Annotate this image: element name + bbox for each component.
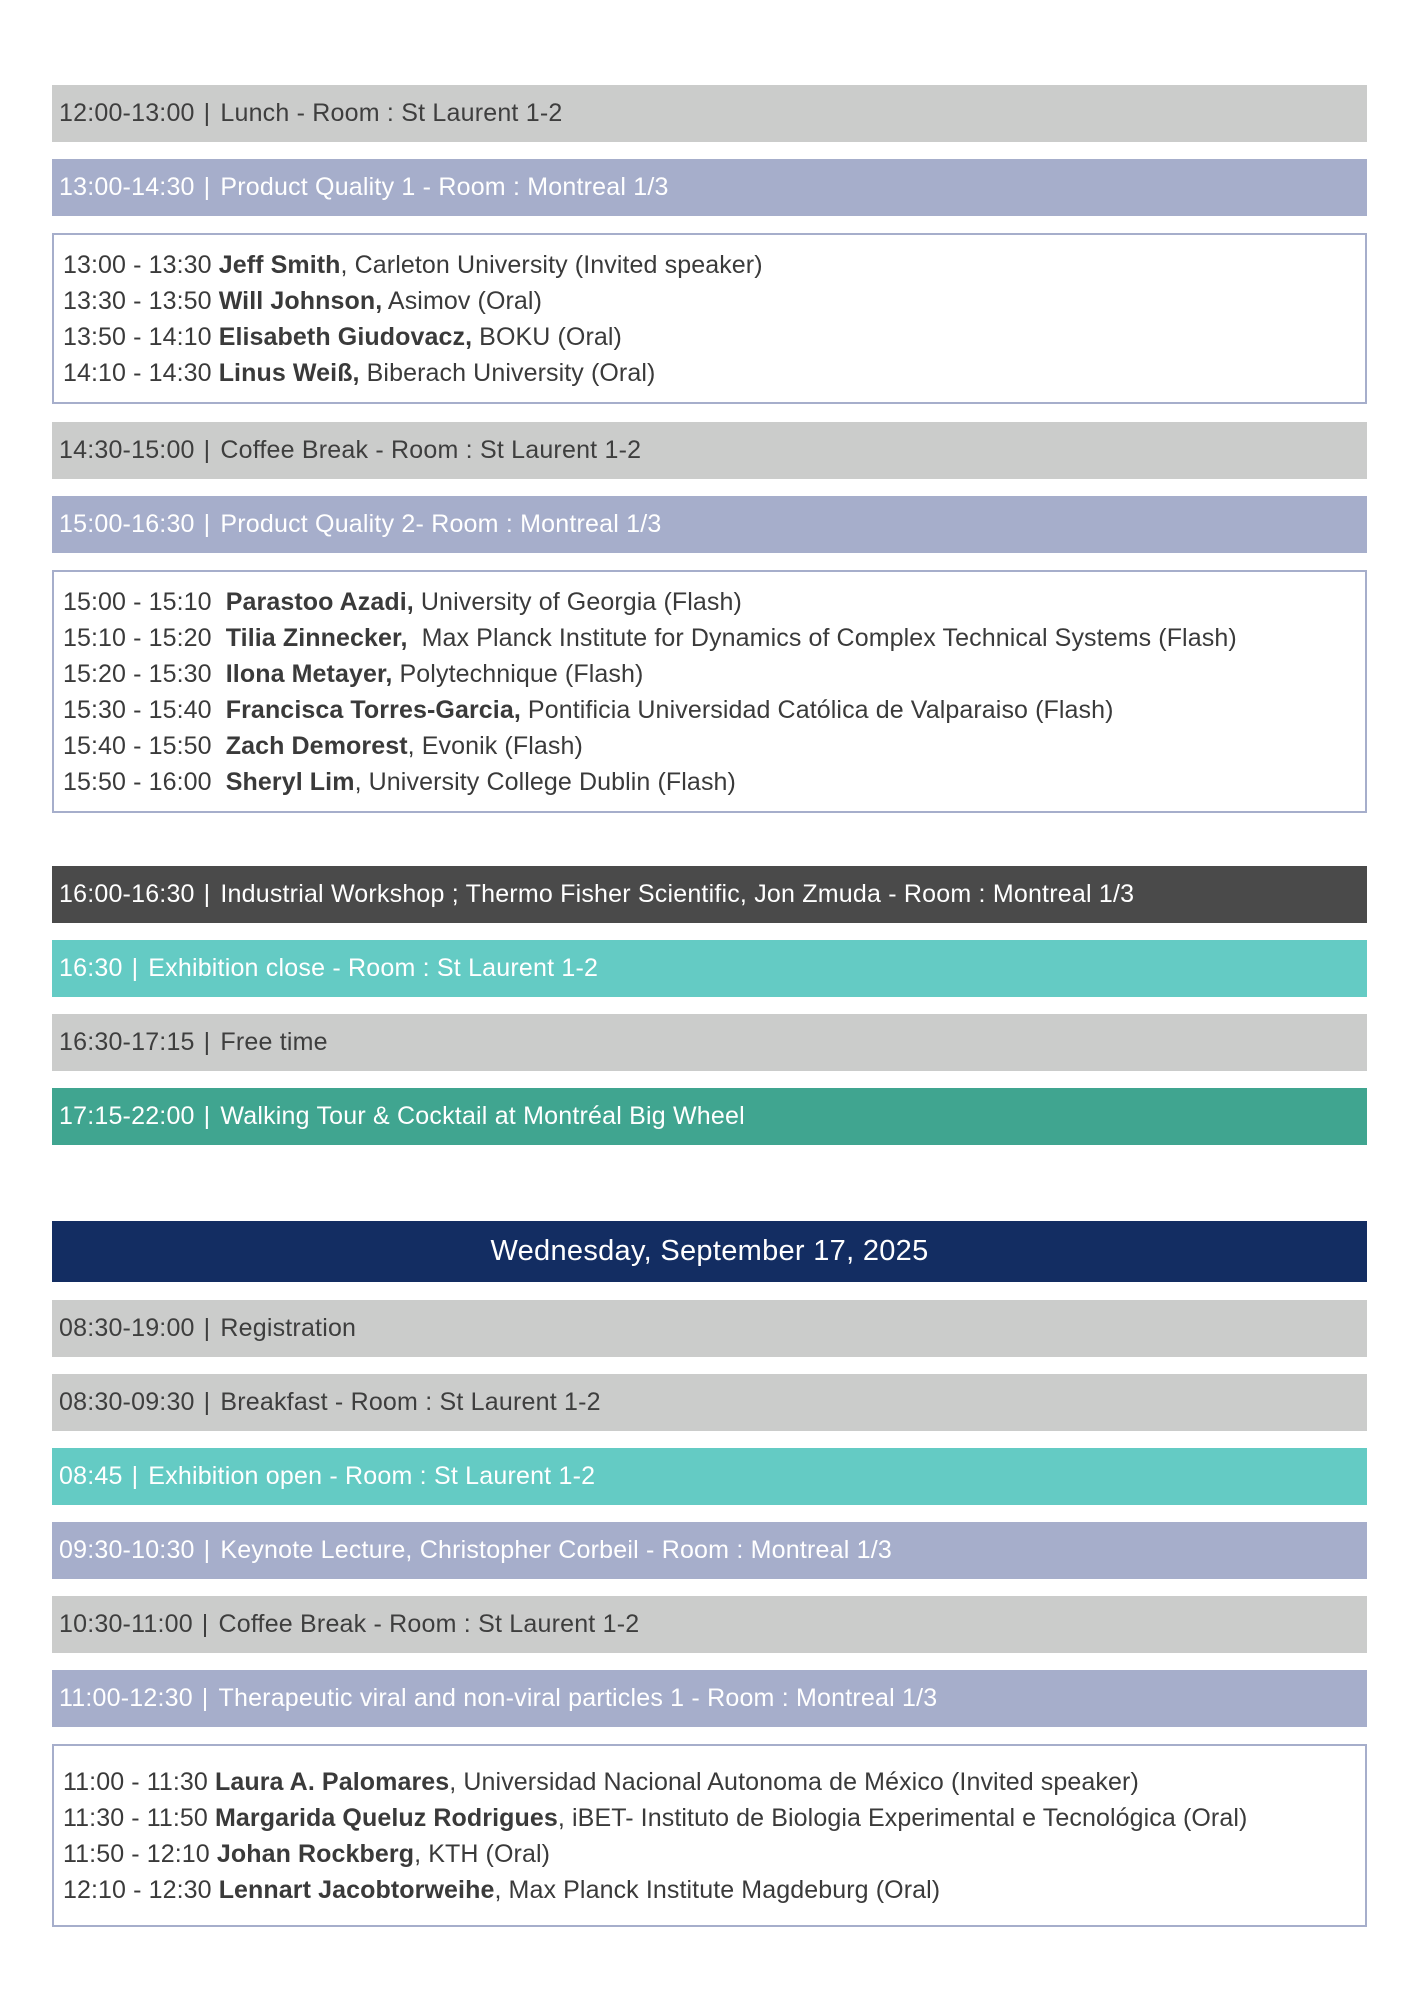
speaker-name: Parastoo Azadi, (225, 588, 414, 616)
talk-time: 14:10 - 14:30 (63, 359, 212, 387)
speaker-affiliation: , Universidad Nacional Autonoma de México (Invited speaker) (449, 1768, 1139, 1796)
session-time: 08:30-09:30 (59, 1388, 195, 1416)
session-bar-registration (52, 1300, 1367, 1357)
talk-list-therapeutic-particles-1 (52, 1744, 1367, 1927)
talk-item (63, 728, 1365, 764)
speaker-affiliation: , Carleton University (Invited speaker) (340, 251, 763, 279)
talk-time: 15:20 - 15:30 (63, 660, 212, 688)
separator: | (201, 1684, 209, 1712)
separator: | (203, 1028, 211, 1056)
speaker-name: Elisabeth Giudovacz, (218, 323, 473, 351)
speaker-name: Linus Weiß, (218, 359, 360, 387)
talk-time: 13:50 - 14:10 (63, 323, 212, 351)
separator: | (203, 99, 211, 127)
separator: | (203, 436, 211, 464)
speaker-name: Laura A. Palomares (214, 1768, 450, 1796)
separator: | (201, 1610, 209, 1638)
speaker-affiliation: University of Georgia (Flash) (413, 588, 742, 616)
talk-time: 15:30 - 15:40 (63, 696, 212, 724)
session-bar-industrial-workshop (52, 866, 1367, 923)
speaker-name: Will Johnson, (218, 287, 383, 315)
speaker-affiliation: , Max Planck Institute Magdeburg (Oral) (494, 1876, 941, 1904)
session-label: Therapeutic viral and non-viral particles 1 - Room : Montreal 1/3 (218, 1684, 938, 1712)
day-header: Wednesday, September 17, 2025 (52, 1221, 1367, 1282)
session-time: 16:30-17:15 (59, 1028, 195, 1056)
separator: | (203, 1314, 211, 1342)
session-bar-breakfast (52, 1374, 1367, 1431)
session-bar-lunch (52, 85, 1367, 142)
speaker-affiliation: , KTH (Oral) (414, 1840, 551, 1868)
talk-item (63, 247, 1365, 283)
session-label: Keynote Lecture, Christopher Corbeil - Room : Montreal 1/3 (220, 1536, 892, 1564)
session-label: Product Quality 2- Room : Montreal 1/3 (220, 510, 662, 538)
speaker-affiliation: Biberach University (Oral) (359, 359, 656, 387)
session-time: 16:30 (59, 954, 123, 982)
session-bar-exhibition-close (52, 940, 1367, 997)
talk-list-product-quality-1 (52, 233, 1367, 404)
speaker-name: Ilona Metayer, (225, 660, 393, 688)
session-time: 11:00-12:30 (59, 1684, 193, 1712)
talk-time: 15:50 - 16:00 (63, 768, 212, 796)
session-time: 10:30-11:00 (59, 1610, 193, 1638)
separator: | (203, 173, 211, 201)
talk-item (63, 1872, 1365, 1908)
session-label: Exhibition open - Room : St Laurent 1-2 (148, 1462, 596, 1490)
speaker-affiliation: Pontificia Universidad Católica de Valparaiso (Flash) (520, 696, 1114, 724)
session-label: Breakfast - Room : St Laurent 1-2 (220, 1388, 601, 1416)
talk-item (63, 584, 1365, 620)
speaker-name: Zach Demorest (225, 732, 408, 760)
session-time: 08:30-19:00 (59, 1314, 195, 1342)
talk-time: 11:30 - 11:50 (63, 1804, 208, 1832)
talk-item (63, 1800, 1365, 1836)
session-label: Walking Tour & Cocktail at Montréal Big Wheel (220, 1102, 745, 1130)
talk-item (63, 283, 1365, 319)
separator: | (203, 1536, 211, 1564)
session-bar-exhibition-open (52, 1448, 1367, 1505)
talk-item (63, 620, 1365, 656)
session-label: Coffee Break - Room : St Laurent 1-2 (218, 1610, 640, 1638)
talk-item (63, 1836, 1365, 1872)
talk-item (63, 319, 1365, 355)
talk-item (63, 764, 1365, 800)
talk-time: 15:40 - 15:50 (63, 732, 212, 760)
speaker-affiliation: , iBET- Instituto de Biologia Experimental e Tecnológica (Oral) (557, 1804, 1248, 1832)
session-bar-product-quality-1 (52, 159, 1367, 216)
talk-item (63, 692, 1365, 728)
session-time: 16:00-16:30 (59, 880, 195, 908)
talk-item (63, 656, 1365, 692)
session-label: Industrial Workshop ; Thermo Fisher Scientific, Jon Zmuda - Room : Montreal 1/3 (220, 880, 1135, 908)
speaker-name: Francisca Torres-Garcia, (225, 696, 521, 724)
speaker-affiliation: BOKU (Oral) (472, 323, 622, 351)
speaker-name: Lennart Jacobtorweihe (218, 1876, 495, 1904)
speaker-affiliation: , University College Dublin (Flash) (354, 768, 736, 796)
session-label: Exhibition close - Room : St Laurent 1-2 (148, 954, 599, 982)
session-time: 08:45 (59, 1462, 123, 1490)
session-label: Product Quality 1 - Room : Montreal 1/3 (220, 173, 669, 201)
talk-time: 15:00 - 15:10 (63, 588, 212, 616)
session-bar-walking-tour (52, 1088, 1367, 1145)
session-label: Free time (220, 1028, 328, 1056)
session-bar-keynote (52, 1522, 1367, 1579)
session-time: 14:30-15:00 (59, 436, 195, 464)
separator: | (203, 510, 211, 538)
session-time: 13:00-14:30 (59, 173, 195, 201)
session-bar-therapeutic-particles-1 (52, 1670, 1367, 1727)
speaker-name: Tilia Zinnecker, (225, 624, 408, 652)
session-label: Coffee Break - Room : St Laurent 1-2 (220, 436, 642, 464)
talk-item (63, 355, 1365, 391)
talk-time: 13:00 - 13:30 (63, 251, 212, 279)
talk-item (63, 1764, 1365, 1800)
session-bar-product-quality-2 (52, 496, 1367, 553)
separator: | (203, 1388, 211, 1416)
speaker-affiliation: Max Planck Institute for Dynamics of Complex Technical Systems (Flash) (407, 624, 1237, 652)
session-time: 17:15-22:00 (59, 1102, 195, 1130)
session-time: 12:00-13:00 (59, 99, 195, 127)
speaker-name: Margarida Queluz Rodrigues (214, 1804, 558, 1832)
talk-list-product-quality-2 (52, 570, 1367, 813)
talk-time: 12:10 - 12:30 (63, 1876, 212, 1904)
speaker-affiliation: Polytechnique (Flash) (392, 660, 644, 688)
speaker-name: Jeff Smith (218, 251, 341, 279)
speaker-name: Sheryl Lim (225, 768, 355, 796)
separator: | (131, 1462, 139, 1490)
speaker-affiliation: , Evonik (Flash) (407, 732, 583, 760)
speaker-name: Johan Rockberg (216, 1840, 415, 1868)
separator: | (203, 880, 211, 908)
session-time: 09:30-10:30 (59, 1536, 195, 1564)
session-label: Registration (220, 1314, 357, 1342)
talk-time: 13:30 - 13:50 (63, 287, 212, 315)
session-label: Lunch - Room : St Laurent 1-2 (220, 99, 563, 127)
separator: | (203, 1102, 211, 1130)
session-bar-coffee-break (52, 422, 1367, 479)
session-bar-coffee-break-2 (52, 1596, 1367, 1653)
session-bar-free-time (52, 1014, 1367, 1071)
separator: | (131, 954, 139, 982)
talk-time: 11:50 - 12:10 (63, 1840, 210, 1868)
session-time: 15:00-16:30 (59, 510, 195, 538)
speaker-affiliation: Asimov (Oral) (382, 287, 543, 315)
talk-time: 11:00 - 11:30 (63, 1768, 208, 1796)
talk-time: 15:10 - 15:20 (63, 624, 212, 652)
